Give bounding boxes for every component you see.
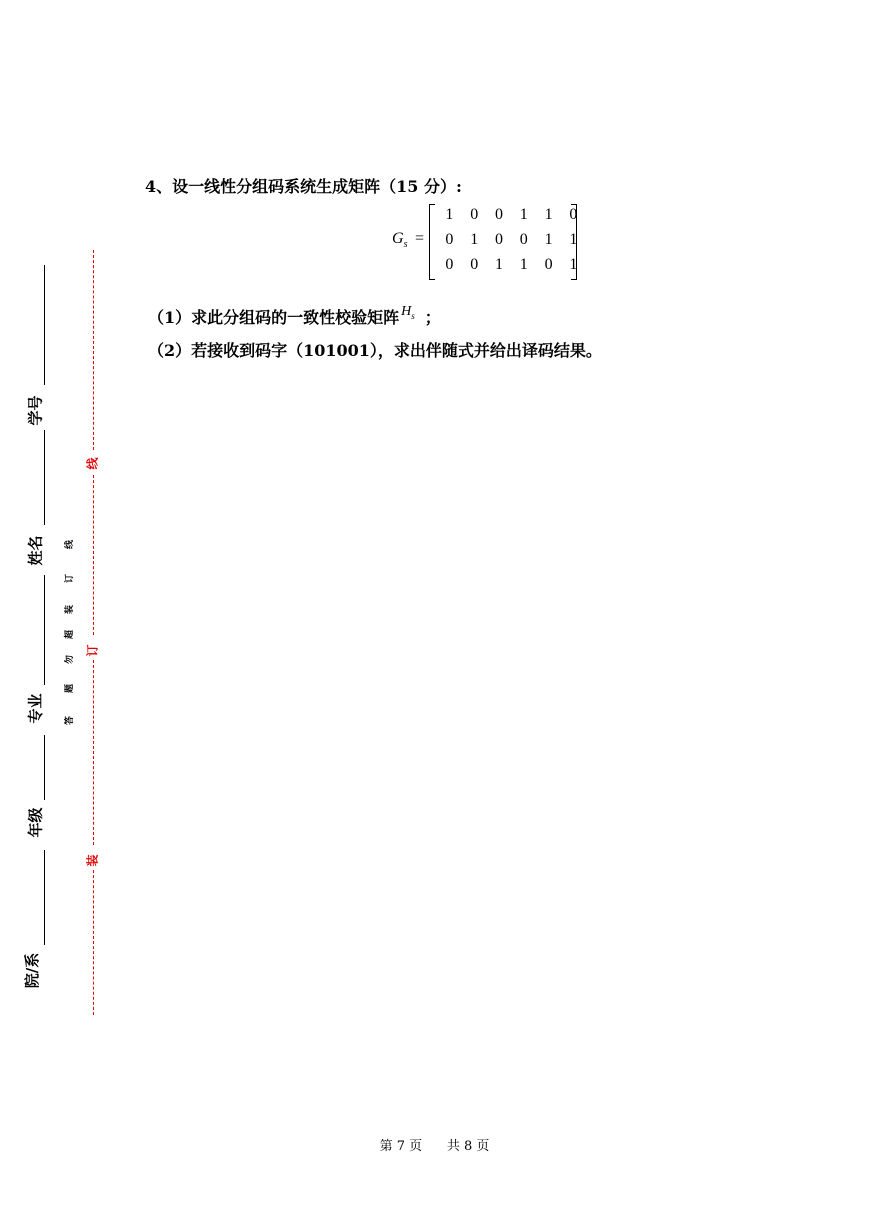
field-label-student-id: 学号: [26, 395, 45, 426]
matrix-cell: 0: [519, 231, 528, 248]
field-line-department: [44, 850, 45, 945]
matrix-cell: 1: [544, 231, 553, 248]
field-label-department: 院/系: [23, 952, 42, 989]
matrix-cell: 0: [494, 231, 503, 248]
binding-line-middle-top: [93, 475, 94, 635]
matrix-cell: 1: [519, 206, 528, 223]
matrix-cell: 0: [445, 231, 454, 248]
generator-matrix: [392, 202, 582, 280]
field-label-major: 专业: [26, 693, 45, 724]
matrix-row: [437, 231, 586, 249]
matrix-cell: 0: [445, 256, 454, 273]
matrix-label: $G_s$: [392, 230, 408, 251]
binding-line-bottom: [93, 870, 94, 1015]
field-line-major: [44, 575, 45, 685]
matrix-cell: 1: [494, 256, 503, 273]
matrix-equals: =: [415, 230, 425, 247]
field-line-student-id: [44, 265, 45, 385]
binding-mark-line: 线: [85, 457, 100, 470]
matrix-cell: 1: [445, 206, 454, 223]
matrix-cell: 0: [470, 206, 479, 223]
field-line-name: [44, 430, 45, 525]
matrix-cell: 1: [544, 206, 553, 223]
notice-char: 装: [65, 604, 76, 615]
field-label-name: 姓名: [26, 535, 45, 566]
binding-line-top: [93, 250, 94, 450]
matrix-cell: 0: [544, 256, 553, 273]
matrix-cell: 0: [569, 206, 578, 223]
matrix-cell: 0: [470, 256, 479, 273]
sub-question-1-end: ；: [424, 308, 441, 327]
matrix-cell: 1: [519, 256, 528, 273]
matrix-cell: 1: [569, 256, 578, 273]
binding-mark-staple: 订: [85, 644, 100, 657]
notice-char: 线: [65, 539, 76, 550]
matrix-left-bracket: [429, 204, 435, 280]
notice-char: 勿: [65, 654, 76, 665]
binding-mark-bind: 装: [85, 854, 100, 867]
binding-line-middle-bottom: [93, 660, 94, 845]
question-title: 4、设一线性分组码系统生成矩阵（15 分）:: [145, 177, 462, 196]
notice-char: 订: [65, 573, 76, 584]
sub-question-1-text: （1）求此分组码的一致性校验矩阵: [148, 308, 400, 327]
matrix-cell: 1: [569, 231, 578, 248]
page-footer: 第 7 页 共 8 页: [379, 1139, 490, 1154]
matrix-row: [437, 256, 586, 274]
matrix-row: [437, 206, 586, 224]
sub-question-2: （2）若接收到码字（101001），求出伴随式并给出译码结果。: [148, 341, 602, 360]
notice-char: 超: [65, 629, 76, 640]
field-line-grade: [44, 735, 45, 800]
matrix-cell: 0: [494, 206, 503, 223]
field-label-grade: 年级: [26, 807, 45, 838]
notice-char: 答: [65, 715, 76, 726]
parity-matrix-symbol: $H_s$: [401, 304, 415, 321]
sub-question-1: [148, 305, 441, 329]
matrix-cell: 1: [470, 231, 479, 248]
notice-char: 题: [65, 683, 76, 694]
